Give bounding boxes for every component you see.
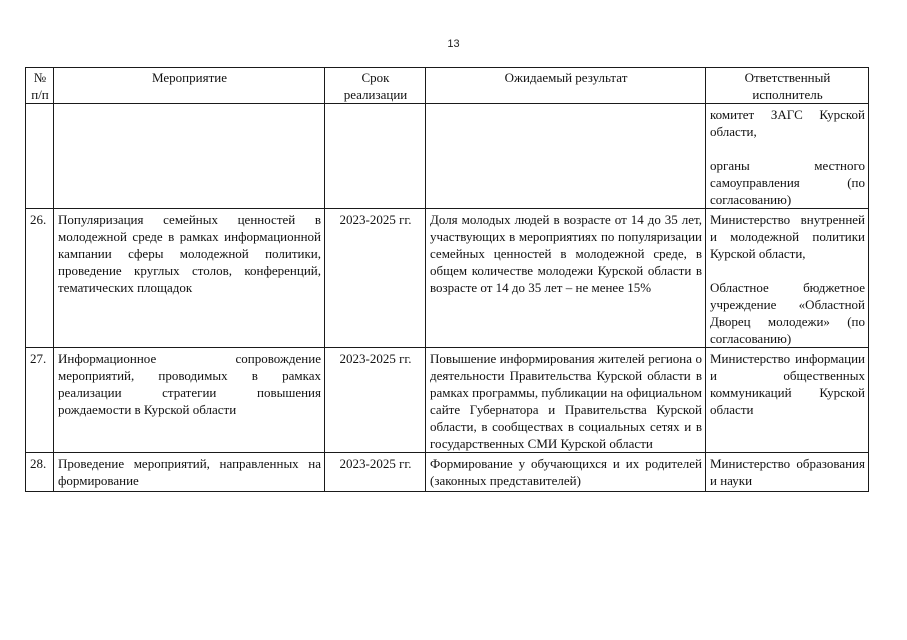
responsible-entry: Областное бюджетное учреждение «Областной Дворец молодежи» (по согласованию) xyxy=(710,280,865,346)
responsible-entry: органы местного самоуправления (по согласованию) xyxy=(710,158,865,207)
row-num xyxy=(26,104,54,209)
row-activity: Проведение мероприятий, направленных на формирование xyxy=(54,453,325,492)
responsible-entry: комитет ЗАГС Курской области, xyxy=(710,107,865,139)
header-activity: Мероприятие xyxy=(54,68,325,104)
table-header-row xyxy=(26,68,869,104)
responsible-entry: Министерство информации и общественных коммуникаций Курской области xyxy=(710,351,865,417)
row-num: 26. xyxy=(26,209,54,348)
header-num: № п/п xyxy=(26,68,54,104)
row-responsible xyxy=(706,348,869,453)
page-number: 13 xyxy=(447,38,460,50)
row-term: 2023-2025 гг. xyxy=(325,348,426,453)
table-row xyxy=(26,453,869,492)
row-responsible xyxy=(706,104,869,209)
header-responsible: Ответственный исполнитель xyxy=(706,68,869,104)
header-term: Срок реализации xyxy=(325,68,426,104)
row-term: 2023-2025 гг. xyxy=(325,453,426,492)
row-term: 2023-2025 гг. xyxy=(325,209,426,348)
row-activity: Информационное сопровождение мероприятий, проводимых в рамках реализации стратегии повышения рождаемости в Курской области xyxy=(54,348,325,453)
responsible-entry: Министерство внутренней и молодежной политики Курской области, xyxy=(710,212,865,261)
activities-table xyxy=(25,67,869,492)
responsible-gap xyxy=(710,140,865,157)
responsible-entry: Министерство образования и науки xyxy=(710,456,865,488)
row-responsible xyxy=(706,453,869,492)
responsible-gap xyxy=(710,262,865,279)
row-result: Доля молодых людей в возрасте от 14 до 35 лет, участвующих в мероприятиях по популяризации семейных ценностей в молодежной среде, в общем количестве молодежи Курской области в возрасте от 14 до 35 лет – не менее 15% xyxy=(426,209,706,348)
header-result: Ожидаемый результат xyxy=(426,68,706,104)
row-num: 28. xyxy=(26,453,54,492)
table-row xyxy=(26,209,869,348)
row-activity xyxy=(54,104,325,209)
row-num: 27. xyxy=(26,348,54,453)
row-result xyxy=(426,104,706,209)
row-activity: Популяризация семейных ценностей в молодежной среде в рамках информационной кампании сферы молодежной политики, проведение круглых столов, конференций, тематических площадок xyxy=(54,209,325,348)
table-row xyxy=(26,104,869,209)
row-responsible xyxy=(706,209,869,348)
row-result: Повышение информирования жителей региона о деятельности Правительства Курской области в рамках программы, публикации на официальном сайте Губернатора и Правительства Курской области, в сообществах в социальных сетях и в государственных СМИ Курской области xyxy=(426,348,706,453)
row-term xyxy=(325,104,426,209)
row-result: Формирование у обучающихся и их родителей (законных представителей) xyxy=(426,453,706,492)
table-row xyxy=(26,348,869,453)
